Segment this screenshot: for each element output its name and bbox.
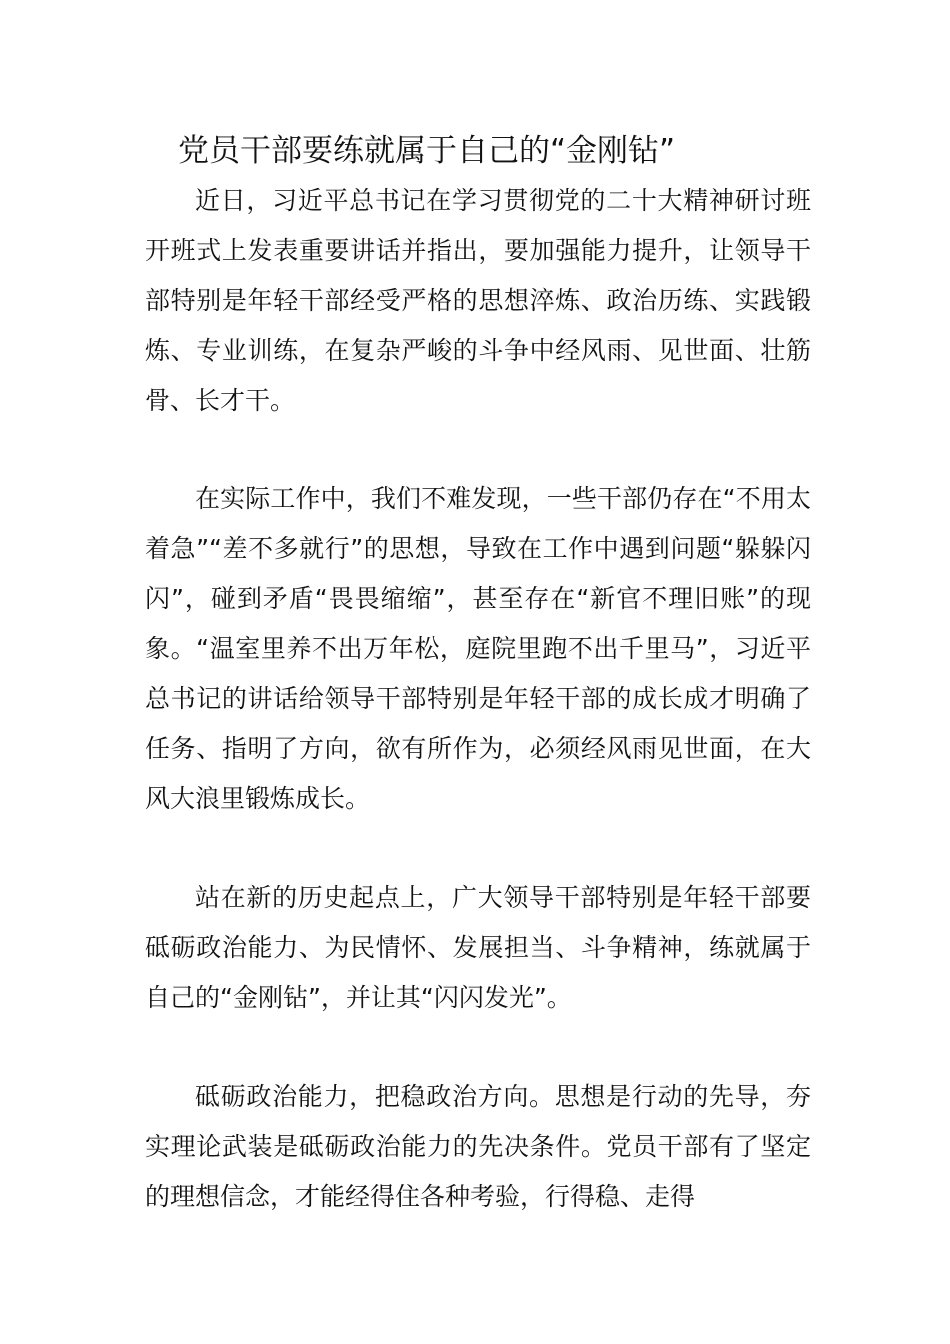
document-title: 党员干部要练就属于自己的“金刚钻” [178, 133, 676, 169]
paragraph-3: 站在新的历史起点上，广大领导干部特别是年轻干部要砥砺政治能力、为民情怀、发展担当、斗争精神，练就属于自己的“金刚钻”，并让其“闪闪发光”。 [145, 883, 811, 1012]
paragraph-1: 近日，习近平总书记在学习贯彻党的二十大精神研讨班开班式上发表重要讲话并指出，要加强能力提升，让领导干部特别是年轻干部经受严格的思想淬炼、政治历练、实践锻炼、专业训练，在复杂严峻的斗争中经风雨、见世面、壮筋骨、长才干。 [145, 186, 811, 415]
paragraph-4: 砥砺政治能力，把稳政治方向。思想是行动的先导，夯实理论武装是砥砺政治能力的先决条件。党员干部有了坚定的理想信念，才能经得住各种考验，行得稳、走得 [145, 1082, 811, 1211]
paragraph-2: 在实际工作中，我们不难发现，一些干部仍存在“不用太着急”“差不多就行”的思想，导致在工作中遇到问题“躲躲闪闪”，碰到矛盾“畏畏缩缩”，甚至存在“新官不理旧账”的现象。“温室里养不出万年松，庭院里跑不出千里马”，习近平总书记的讲话给领导干部特别是年轻干部的成长成才明确了任务、指明了方向，欲有所作为，必须经风雨见世面，在大风大浪里锻炼成长。 [145, 484, 811, 813]
